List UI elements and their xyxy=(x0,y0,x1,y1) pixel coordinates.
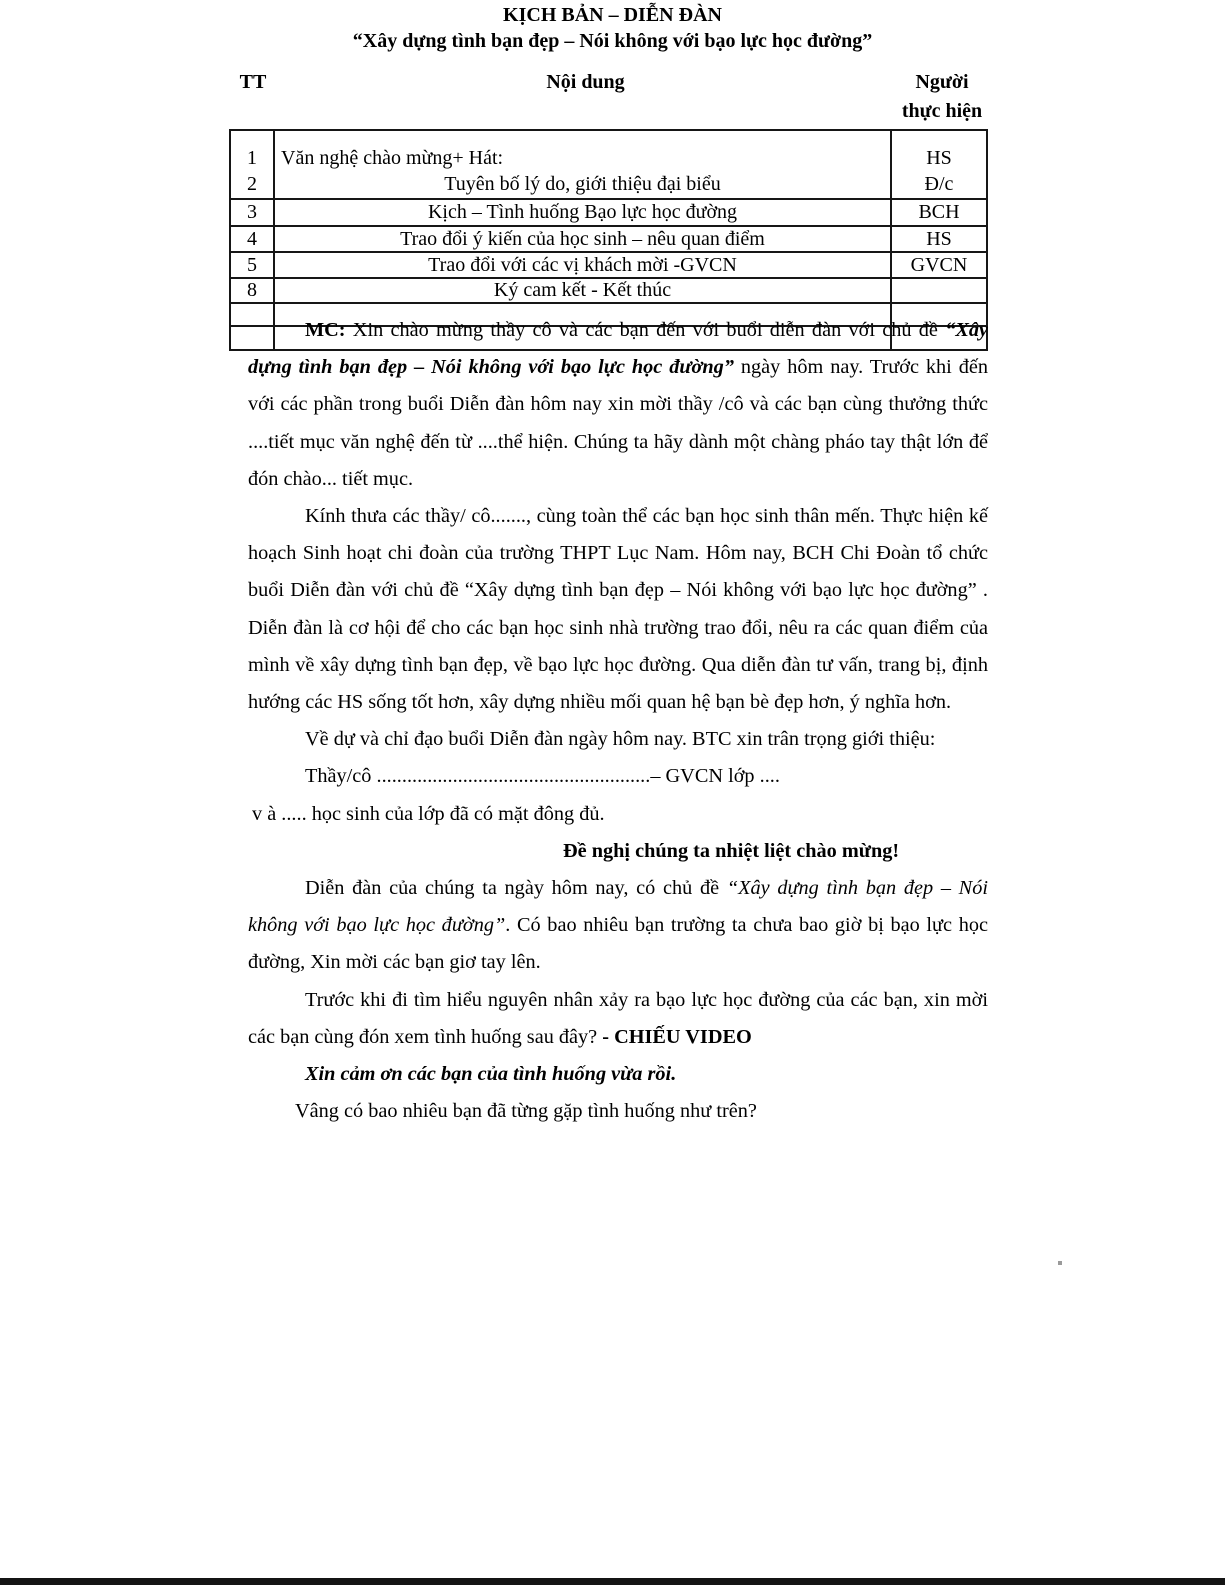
cell-tt: 8 xyxy=(230,278,274,303)
performer-value: Đ/c xyxy=(924,173,954,195)
header-noi-dung: Nội dung xyxy=(546,71,625,93)
content-value: Văn nghệ chào mừng+ Hát: xyxy=(281,147,504,169)
mc-theme: “Xây dựng tình bạn đẹp – Nói không với bạo lực học đường” xyxy=(248,319,988,379)
cell-performer: HS xyxy=(891,226,987,252)
paragraph-forum-topic xyxy=(248,870,988,982)
paragraph-guests-intro: Về dự và chỉ đạo buổi Diễn đàn ngày hôm nay. BTC xin trân trọng giới thiệu: xyxy=(305,728,936,751)
cell-content: Trao đổi ý kiến của học sinh – nêu quan điểm xyxy=(274,226,891,252)
tt-value: 1 xyxy=(247,147,257,169)
scan-edge-bar xyxy=(0,1578,1225,1585)
cell-content xyxy=(274,130,891,199)
tt-value: 2 xyxy=(247,173,257,195)
video-intro-text: Trước khi đi tìm hiểu nguyên nhân xảy ra bạo lực học đường của các bạn, xin mời các bạn cùng đón xem tình huống sau đây? xyxy=(248,988,988,1048)
mc-label: MC: xyxy=(305,319,346,341)
cell-performer xyxy=(891,278,987,303)
content-value: Tuyên bố lý do, giới thiệu đại biểu xyxy=(444,173,721,195)
paragraph-thanks: Xin cảm ơn các bạn của tình huống vừa rồi. xyxy=(305,1063,677,1086)
scan-artifact-dot xyxy=(1058,1261,1062,1265)
video-cue: - CHIẾU VIDEO xyxy=(602,1025,752,1048)
cell-tt: 4 xyxy=(230,226,274,252)
cell-content: Trao đổi với các vị khách mời -GVCN xyxy=(274,252,891,278)
table-row xyxy=(230,278,987,303)
paragraph-teacher-blank: Thầy/cô ......................................................– GVCN lớp .... xyxy=(305,765,780,788)
document-subtitle: “Xây dựng tình bạn đẹp – Nói không với bạo lực học đường” xyxy=(352,30,873,52)
cell-performer: BCH xyxy=(891,199,987,226)
table-row xyxy=(230,252,987,278)
table-row xyxy=(230,130,987,199)
mc-intro: Xin chào mừng thầy cô và các bạn đến với buổi diễn đàn với chủ đề xyxy=(345,319,946,341)
paragraph-students-present: v à ..... học sinh của lớp đã có mặt đông đủ. xyxy=(252,802,605,825)
paragraph-question: Vâng có bao nhiêu bạn đã từng gặp tình huống như trên? xyxy=(295,1100,757,1123)
cell-tt: 5 xyxy=(230,252,274,278)
paragraph-video-intro xyxy=(248,982,988,1056)
table-row xyxy=(230,199,987,226)
cell-content: Ký cam kết - Kết thúc xyxy=(274,278,891,303)
cell-content: Kịch – Tình huống Bạo lực học đường xyxy=(274,199,891,226)
table-column-headers xyxy=(229,68,990,126)
cell-tt xyxy=(230,130,274,199)
script-body xyxy=(248,312,988,1130)
topic-rest: . Có bao nhiêu bạn trường ta chưa bao giờ bị bạo lực học đường, Xin mời các bạn giơ tay lên. xyxy=(248,914,988,974)
paragraph-welcome-applause: Đề nghị chúng ta nhiệt liệt chào mừng! xyxy=(563,839,900,862)
mc-rest: ngày hôm nay. Trước khi đến với các phần trong buổi Diễn đàn hôm nay xin mời thầy /cô và các bạn cùng thưởng thức ....tiết mục văn nghệ đến từ ....thể hiện. Chúng ta hãy dành một chàng pháo tay thật lớn để đón chào... tiết mục. xyxy=(248,356,988,490)
table-row xyxy=(230,226,987,252)
topic-intro: Diễn đàn của chúng ta ngày hôm nay, có chủ đề xyxy=(305,877,727,900)
cell-performer xyxy=(891,130,987,199)
document-title: KỊCH BẢN – DIỄN ĐÀN xyxy=(503,4,722,26)
header-tt: TT xyxy=(239,71,267,93)
header-nguoi-thuc-hien: Người thực hiện xyxy=(901,71,983,122)
paragraph-mc xyxy=(248,312,988,498)
paragraph-greeting: Kính thưa các thầy/ cô......., cùng toàn thể các bạn học sinh thân mến. Thực hiện kế hoạch Sinh hoạt chi đoàn của trường THPT Lục Nam. Hôm nay, BCH Chi Đoàn tổ chức buổi Diễn đàn với chủ đề “Xây dựng tình bạn đẹp – Nói không với bạo lực học đường” . Diễn đàn là cơ hội để cho các bạn học sinh nhà trường trao đổi, nêu ra các quan điểm của mình về xây dựng tình bạn đẹp, về bạo lực học đường. Qua diễn đàn tư vấn, trang bị, định hướng các HS sống tốt hơn, xây dựng nhiều mối quan hệ bạn bè đẹp hơn, ý nghĩa hơn. xyxy=(248,505,988,714)
cell-tt: 3 xyxy=(230,199,274,226)
cell-performer: GVCN xyxy=(891,252,987,278)
performer-value: HS xyxy=(926,147,952,169)
topic-theme: “Xây dựng tình bạn đẹp – Nói không với bạo lực học đường” xyxy=(248,877,988,937)
